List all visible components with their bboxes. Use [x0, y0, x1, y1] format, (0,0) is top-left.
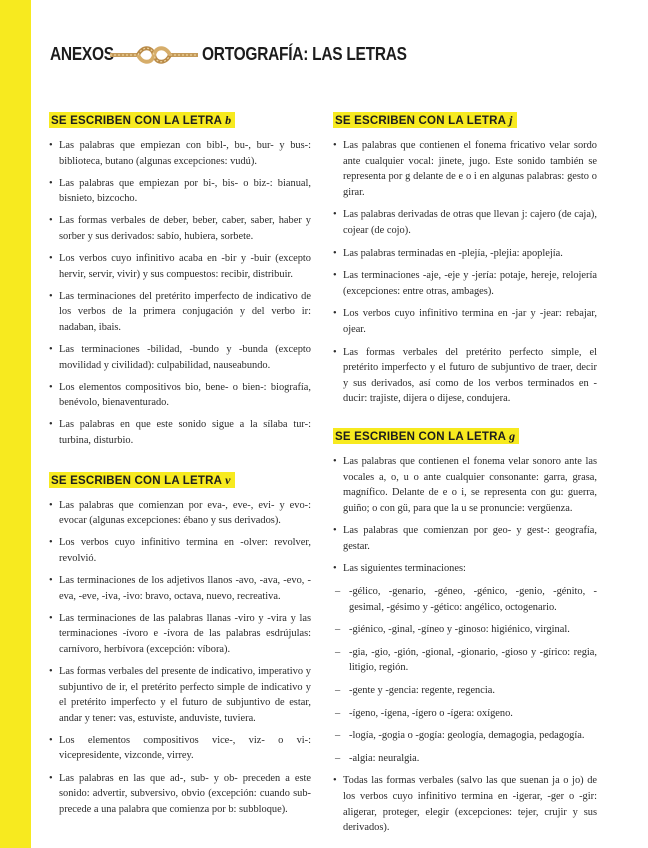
- rule-item: • Las terminaciones de las palabras llanas -viro y -vira y las terminaciones -ívoro e -ívora de las palabras esdrújulas: carnívoro, herbívora (excepción: víbora).: [49, 611, 311, 658]
- section-title: [333, 112, 517, 128]
- section-letter-g: [333, 427, 597, 836]
- section-letter-v: [49, 471, 311, 818]
- ending-item: – -gente y -gencia: regente, regencia.: [333, 683, 597, 699]
- rule-item: • Las palabras que empiezan con bibl-, bu-, bur- y bus-: biblioteca, butano (algunas excepciones: vudú).: [49, 138, 311, 169]
- section-title: [333, 428, 519, 444]
- section-letter-j: [333, 111, 597, 407]
- page-header: [50, 40, 630, 70]
- rule-item: • Las palabras en las que ad-, sub- y ob- preceden a este sonido: advertir, subversivo, obvio (excepción: cuando sub- precede a una palabra que comienza por b: subbloque).: [49, 771, 311, 818]
- left-column: [49, 111, 311, 824]
- rule-item: • Las terminaciones -bilidad, -bundo y -bunda (excepto movilidad y civilidad): culpabilidad, nauseabundo.: [49, 342, 311, 373]
- section-title-text: SE ESCRIBEN CON LA LETRA: [335, 430, 510, 443]
- section-title-letter: g: [509, 428, 516, 443]
- rule-item: • Las palabras que comienzan por eva-, eve-, evi- y evo-: evocar (algunas excepciones: ébano y sus derivados).: [49, 498, 311, 529]
- ending-item: – -gélico, -genario, -géneo, -génico, -genio, -génito, -gesimal, -gésimo y -gético: angélico, octogenario.: [333, 584, 597, 615]
- section-title-letter: v: [225, 472, 231, 487]
- right-column: [333, 111, 597, 843]
- ending-item: – -gia, -gio, -gión, -gional, -gionario, -gioso y -gírico: regia, litigio, región.: [333, 645, 597, 676]
- rule-item: • Los verbos cuyo infinitivo acaba en -bir y -buir (excepto hervir, servir, vivir) y sus compuestos: recibir, distribuir.: [49, 251, 311, 282]
- knot-rope-icon: [110, 44, 198, 66]
- section-title-text: SE ESCRIBEN CON LA LETRA: [51, 474, 226, 487]
- page-title: ORTOGRAFÍA: LAS LETRAS: [202, 44, 407, 64]
- rule-item: • Las palabras que contienen el fonema velar sonoro ante las vocales a, o, u o ante cualquier consonante: garra, grasa, magnífico. Delante de e o i, se representa con gu: guerra, guiño; o con gü, para que la u se pronuncie: vergüenza.: [333, 454, 597, 516]
- rule-item: • Las palabras terminadas en -plejía, -plejia: apoplejía.: [333, 246, 597, 262]
- section-title: [49, 472, 235, 488]
- rule-item: • Las terminaciones de los adjetivos llanos -avo, -ava, -evo, -eva, -eve, -iva, -ivo: bravo, octava, nuevo, recreativa.: [49, 573, 311, 604]
- ending-item: – -ígeno, -ígena, -ígero o -ígera: oxígeno.: [333, 706, 597, 722]
- rule-item: • Las terminaciones -aje, -eje y -jería: potaje, hereje, relojería (excepciones: entre otras, ambages).: [333, 268, 597, 299]
- ending-item: – -logía, -gogia o -gogía: geología, demagogia, pedagogía.: [333, 728, 597, 744]
- ending-item: – -algia: neuralgia.: [333, 751, 597, 767]
- rule-item: • Las formas verbales del pretérito perfecto simple, el pretérito imperfecto y el futuro de subjuntivo de traer, decir y sus derivados, así como de los verbos terminados en -ducir: trajiste, dijera o dijese, condujera.: [333, 345, 597, 407]
- section-label: ANEXOS: [50, 44, 114, 64]
- section-title: [49, 112, 235, 128]
- rule-item: • Las palabras que contienen el fonema fricativo velar sordo ante cualquier vocal: jinete, jugo. Este sonido también se representa por g delante de e o i en algunas palabras: gesto o girar.: [333, 138, 597, 200]
- rule-item: • Los verbos cuyo infinitivo termina en -olver: revolver, revolvió.: [49, 535, 311, 566]
- rule-item: • Las siguientes terminaciones:: [333, 561, 597, 577]
- rule-item: • Las palabras que empiezan por bi-, bis- o biz-: bianual, bisnieto, bizcocho.: [49, 176, 311, 207]
- rule-item: • Las palabras derivadas de otras que llevan j: cajero (de caja), cojear (de cojo).: [333, 207, 597, 238]
- rule-item: • Los elementos compositivos bio, bene- o bien-: biografía, benévolo, bienaventurado.: [49, 380, 311, 411]
- rule-item: • Las formas verbales de deber, beber, caber, saber, haber y sorber y sus derivados: sabío, hubiera, sorbete.: [49, 213, 311, 244]
- section-title-text: SE ESCRIBEN CON LA LETRA: [335, 115, 510, 127]
- rule-item: • Las terminaciones del pretérito imperfecto de indicativo de los verbos de la primera conjugación y del verbo ir: nadaban, ibais.: [49, 289, 311, 336]
- section-title-letter: j: [509, 113, 513, 127]
- rule-item: • Las palabras que comienzan por geo- y gest-: geografía, gestar.: [333, 523, 597, 554]
- section-title-letter: b: [225, 113, 232, 127]
- ending-item: – -giénico, -ginal, -gíneo y -ginoso: higiénico, virginal.: [333, 622, 597, 638]
- accent-sidebar: [0, 0, 31, 848]
- rule-item: • Los elementos compositivos vice-, viz- o vi-: vicepresidente, vizconde, virrey.: [49, 733, 311, 764]
- rule-item: • Las formas verbales del presente de indicativo, imperativo y subjuntivo de ir, el pretérito perfecto simple de indicativo y el pretérito imperfecto y el futuro de subjuntivo de estar, andar y tener: vas, estuviste, anduviste, tuviera.: [49, 664, 311, 726]
- rule-item: • Los verbos cuyo infinitivo termina en -jar y -jear: rebajar, ojear.: [333, 306, 597, 337]
- rule-item: • Las palabras en que este sonido sigue a la sílaba tur-: turbina, disturbio.: [49, 417, 311, 448]
- section-title-text: SE ESCRIBEN CON LA LETRA: [51, 115, 226, 127]
- rule-item: • Todas las formas verbales (salvo las que suenan ja o jo) de los verbos cuyo infinitivo termina en -igerar, -ger o -gir: aligerar, proteger, elegir (excepciones: tejer, crujir y sus derivados).: [333, 773, 597, 835]
- section-letter-b: [49, 111, 311, 449]
